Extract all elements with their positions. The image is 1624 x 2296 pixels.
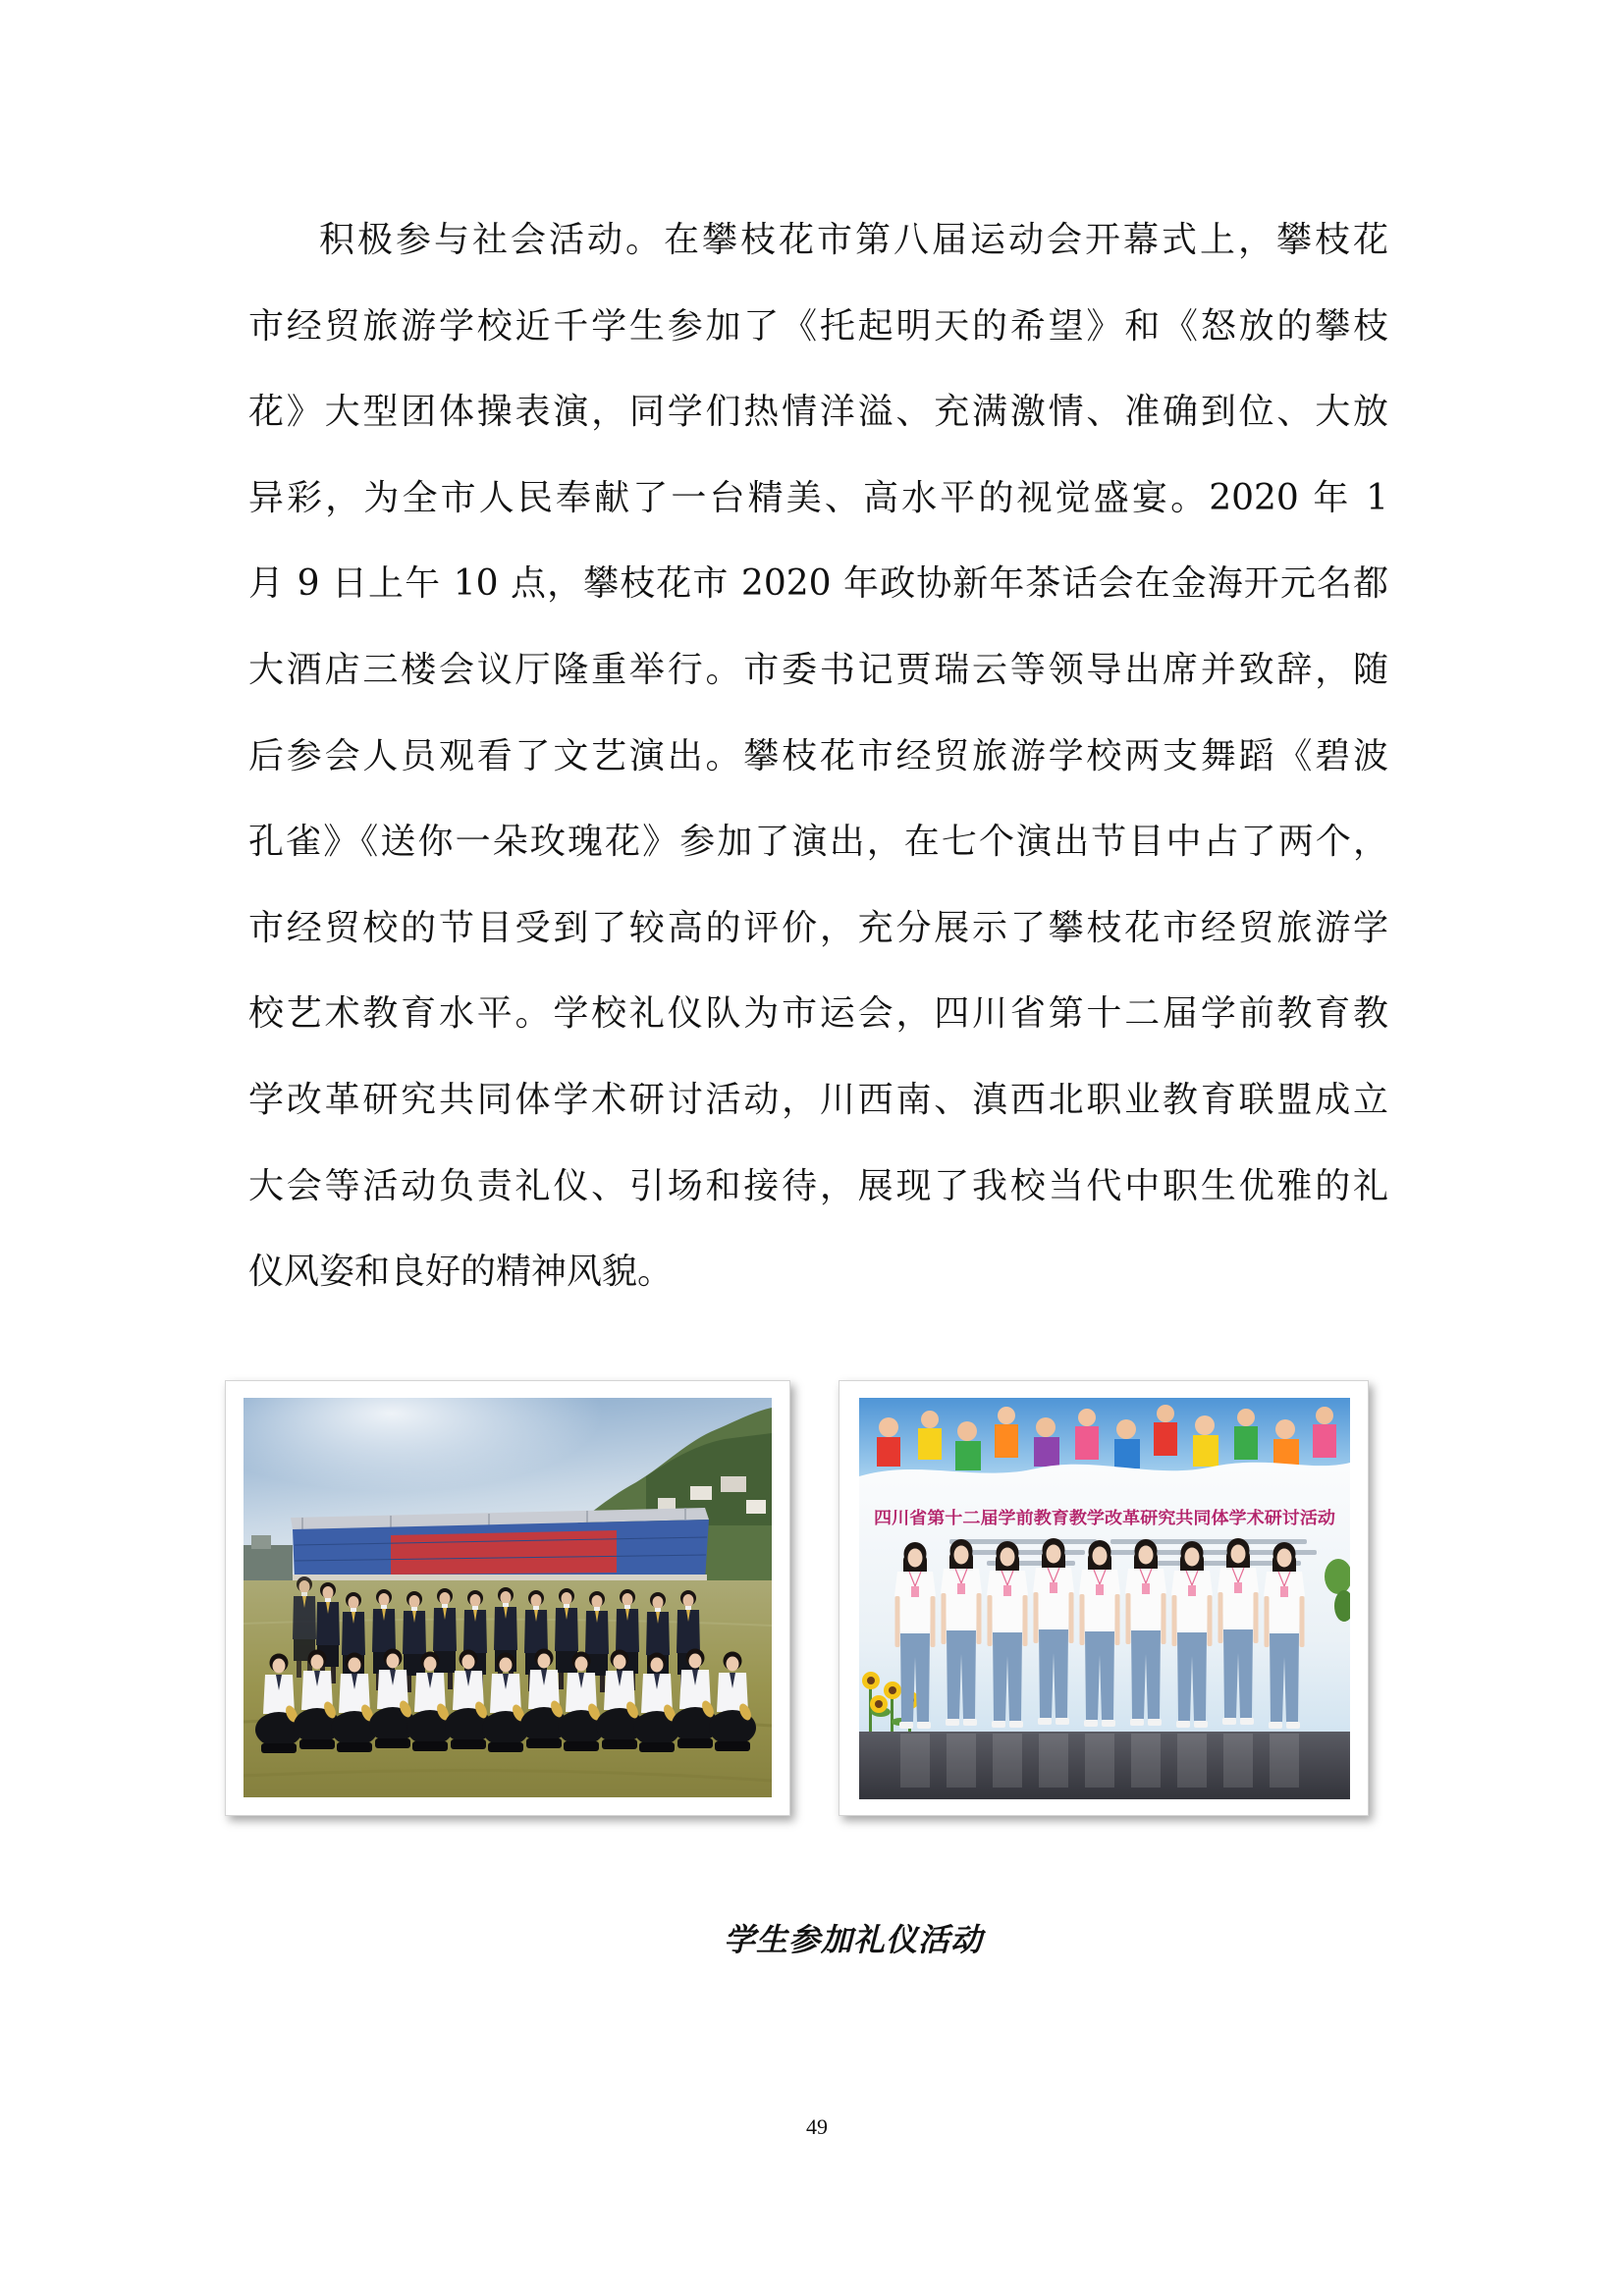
seminar-banner-text: 四川省第十二届学前教育教学改革研究共同体学术研讨活动 [874,1509,1308,1528]
photo-sports-meet [244,1398,772,1797]
paragraph-line: 大会等活动负责礼仪、引场和接待，展现了我校当代中职生优雅的礼 [248,1165,1388,1206]
paragraph-line: 孔雀》《送你一朵玫瑰花》参加了演出，在七个演出节目中占了两个， [248,822,1388,863]
paragraph-line: 市经贸旅游学校近千学生参加了《托起明天的希望》和《怒放的攀枝 [248,305,1388,347]
paragraph-line: 仪风姿和良好的精神风貌。 [248,1252,674,1293]
paragraph-line: 积极参与社会活动。在攀枝花市第八届运动会开幕式上，攀枝花 [319,220,1388,260]
paragraph-line: 学改革研究共同体学术研讨活动，川西南、滇西北职业教育联盟成立 [248,1079,1388,1120]
stadium [291,1508,709,1582]
paragraph-line: 花》大型团体操表演，同学们热情洋溢、充满激情、准确到位、大放 [248,392,1388,433]
photo-frame-right [839,1380,1369,1816]
paragraph-line: 异彩，为全市人民奉献了一台精美、高水平的视觉盛宴。2020 年 1 [248,477,1388,518]
paragraph-line: 后参会人员观看了文艺演出。攀枝花市经贸旅游学校两支舞蹈《碧波 [248,735,1388,776]
figure-caption: 学生参加礼仪活动 [723,1921,983,1958]
floor [859,1732,1350,1799]
paragraph-line: 校艺术教育水平。学校礼仪队为市运会，四川省第十二届学前教育教 [248,993,1388,1035]
paragraph-line: 月 9 日上午 10 点，攀枝花市 2020 年政协新年茶话会在金海开元名都 [248,563,1388,605]
paragraph-line: 大酒店三楼会议厅隆重举行。市委书记贾瑞云等领导出席并致辞，随 [248,649,1388,690]
body-paragraph [248,197,1388,1315]
paragraph-line: 市经贸校的节目受到了较高的评价，充分展示了攀枝花市经贸旅游学 [248,907,1388,948]
page-number: 49 [806,2114,828,2139]
photo-seminar [859,1398,1350,1799]
photo-frame-left [225,1380,790,1816]
